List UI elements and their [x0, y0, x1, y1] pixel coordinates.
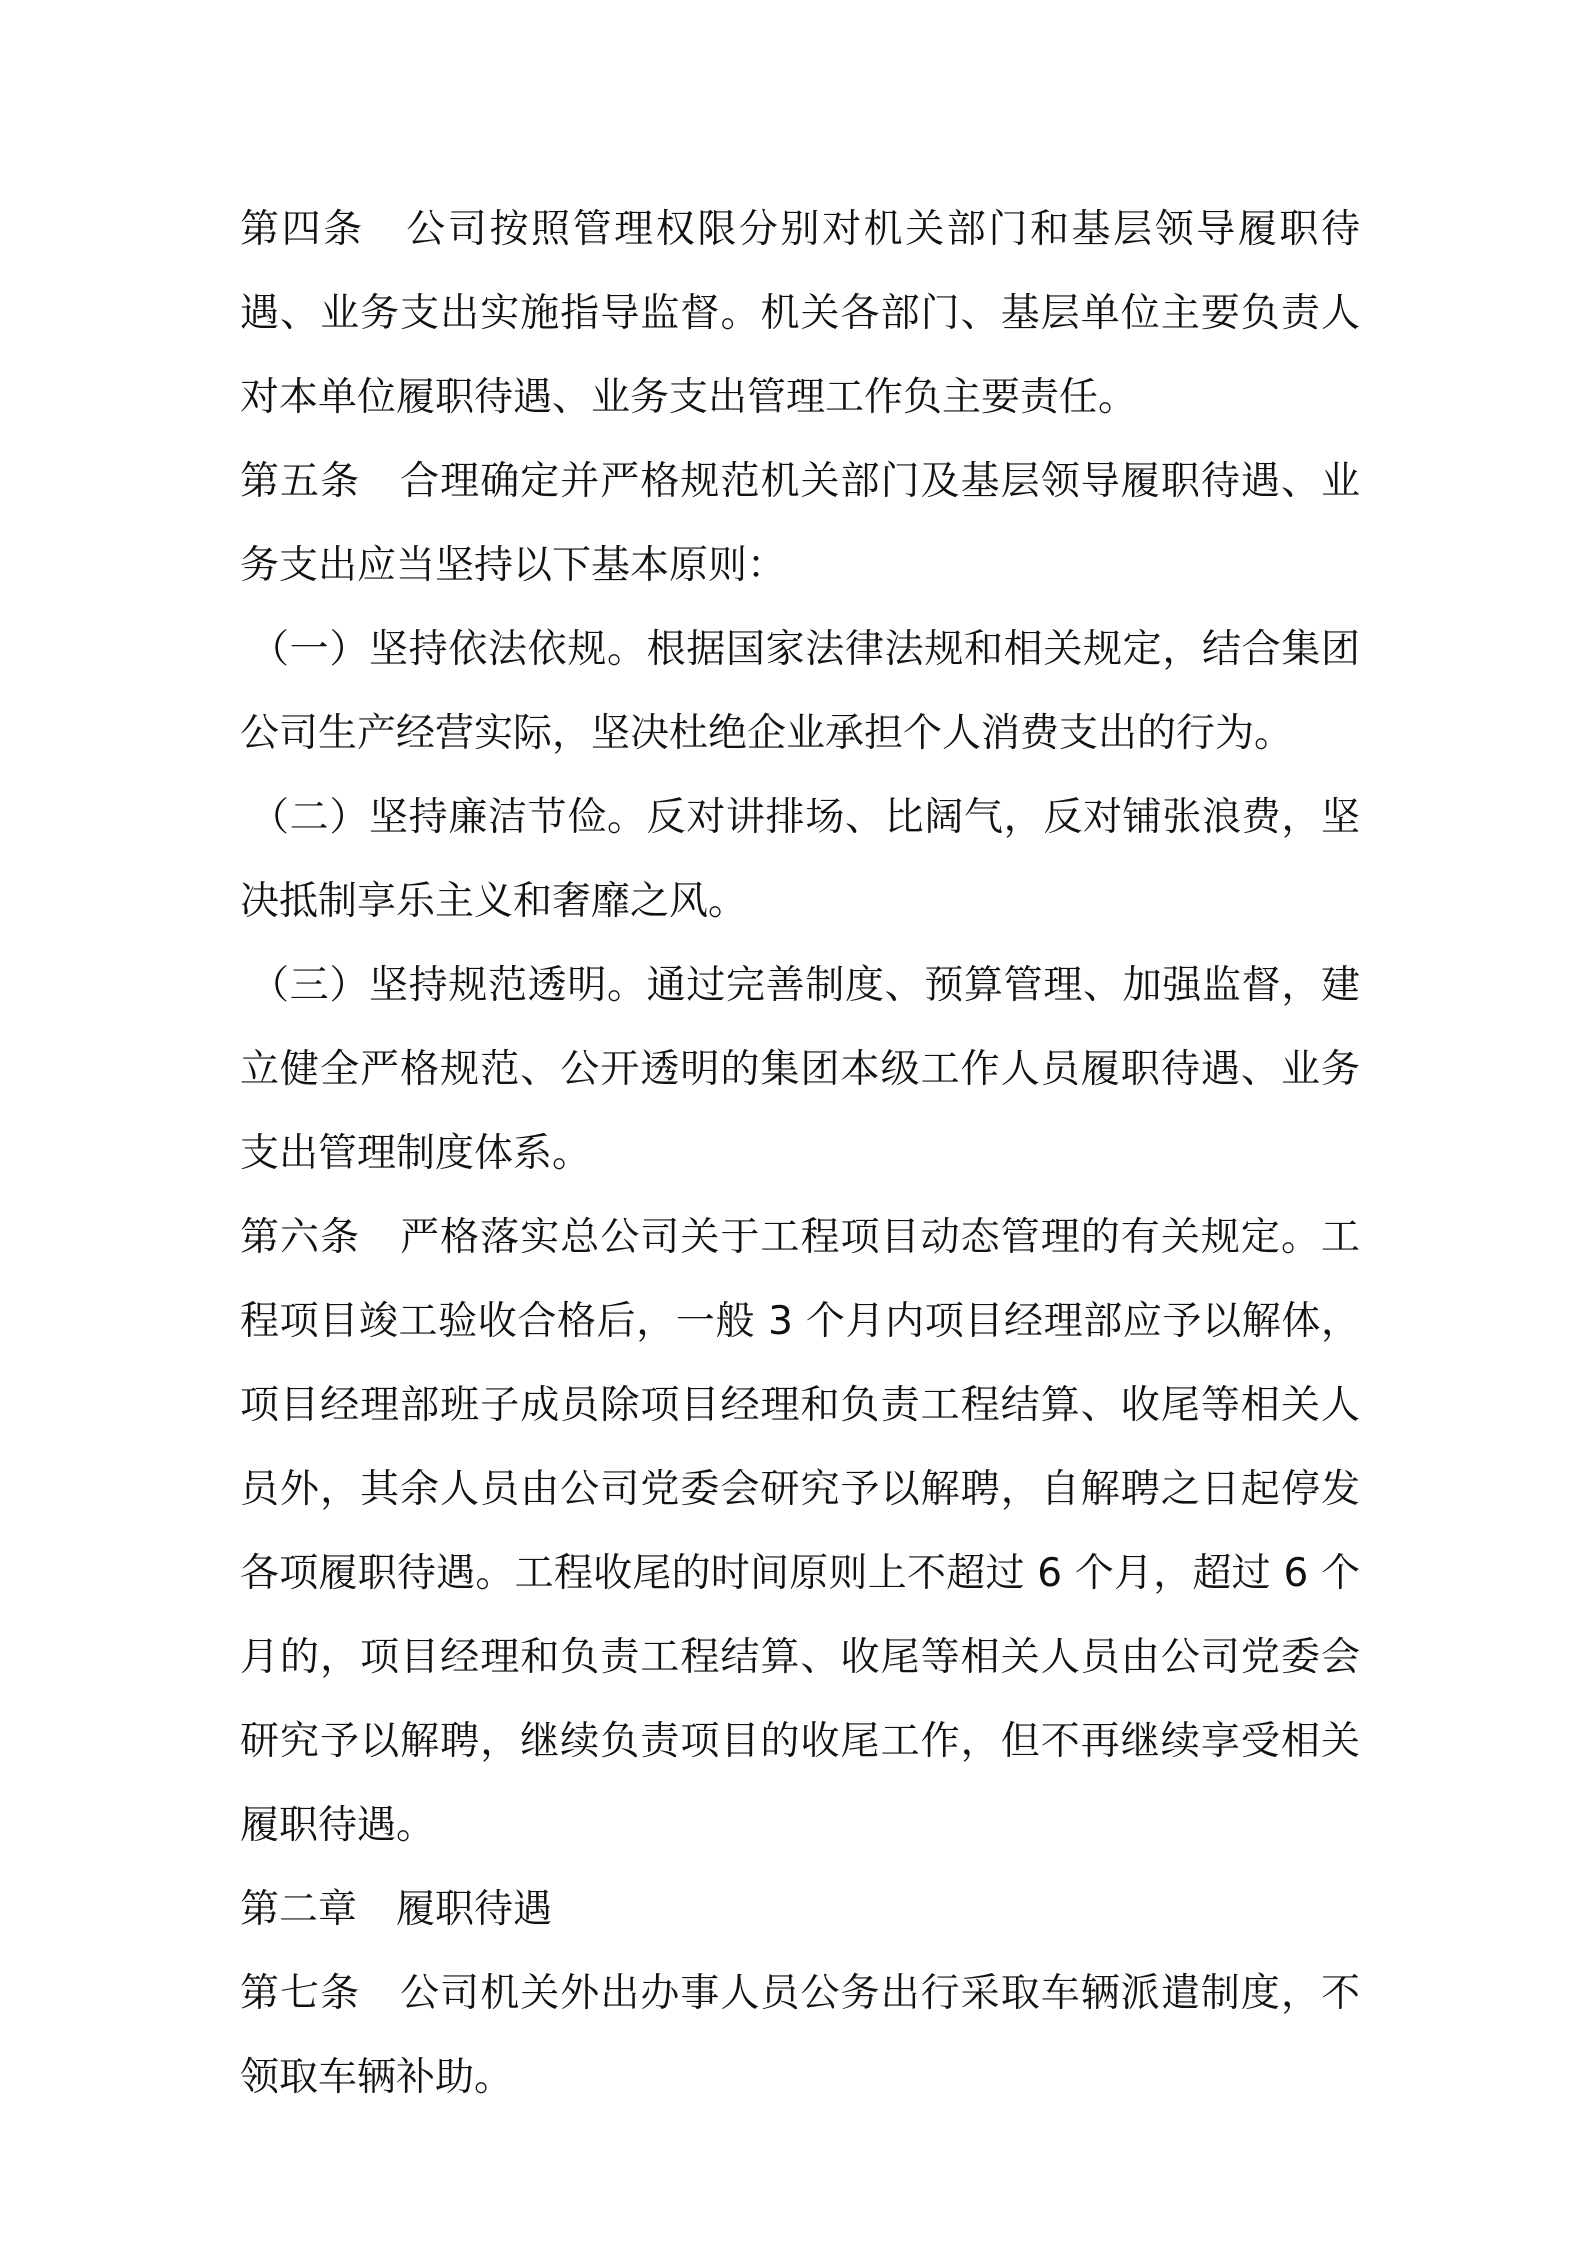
principle-1: （一）坚持依法依规。根据国家法律法规和相关规定，结合集团公司生产经营实际，坚决杜绝企业承担个人消费支出的行为。 [240, 627, 1360, 756]
article-6: 第六条 严格落实总公司关于工程项目动态管理的有关规定。工程项目竣工验收合格后，一般 3 个月内项目经理部应予以解体，项目经理部班子成员除项目经理和负责工程结算、收尾等相关人员外，其余人员由公司党委会研究予以解聘，自解聘之日起停发各项履职待遇。工程收尾的时间原则上不超过 6 个月，超过 6 个月的，项目经理和负责工程结算、收尾等相关人员由公司党委会研究予以解聘，继续负责项目的收尾工作，但不再继续享受相关履职待遇。 [240, 1215, 1360, 1848]
article-4: 第四条 公司按照管理权限分别对机关部门和基层领导履职待遇、业务支出实施指导监督。机关各部门、基层单位主要负责人对本单位履职待遇、业务支出管理工作负主要责任。 [240, 207, 1360, 420]
chapter-2-heading: 第二章 履职待遇 [240, 1887, 553, 1932]
principle-3: （三）坚持规范透明。通过完善制度、预算管理、加强监督，建立健全严格规范、公开透明的集团本级工作人员履职待遇、业务支出管理制度体系。 [240, 963, 1360, 1176]
principle-2: （二）坚持廉洁节俭。反对讲排场、比阔气，反对铺张浪费，坚决抵制享乐主义和奢靡之风。 [240, 795, 1360, 924]
article-7: 第七条 公司机关外出办事人员公务出行采取车辆派遣制度，不领取车辆补助。 [240, 1971, 1360, 2100]
document-body [240, 188, 1360, 2120]
article-5: 第五条 合理确定并严格规范机关部门及基层领导履职待遇、业务支出应当坚持以下基本原则： [240, 459, 1360, 588]
